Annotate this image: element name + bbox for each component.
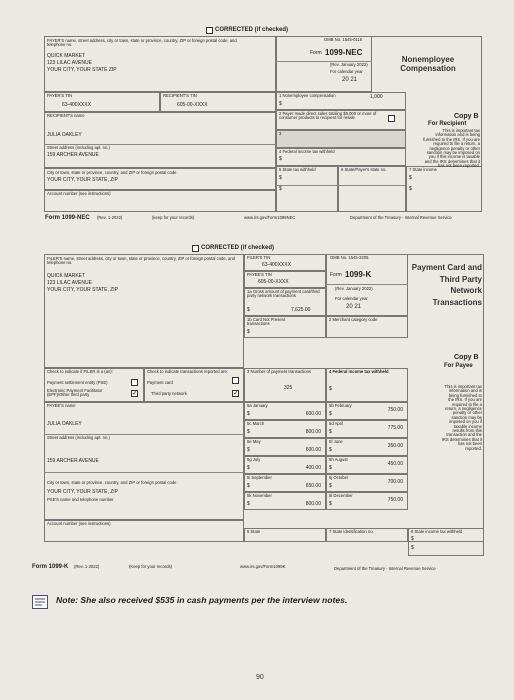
k-month-label: 5c March bbox=[247, 421, 265, 426]
k-pse-checkbox[interactable] bbox=[131, 379, 138, 386]
nec-box3-label: 3 bbox=[279, 131, 282, 136]
k-month-label: 5l December bbox=[329, 493, 353, 498]
k-month-value: 650.00 bbox=[305, 483, 321, 489]
nec-recipient-tin-label: RECIPIENT'S TIN bbox=[163, 93, 197, 98]
k-copy-text bbox=[410, 385, 482, 451]
k-box8-label: 8 State income tax withheld bbox=[411, 529, 463, 534]
k-month-value: 450.00 bbox=[387, 461, 403, 467]
k-form-id-box bbox=[326, 254, 408, 316]
nec-box1-value: 1,000 bbox=[370, 94, 383, 100]
nec-box5 bbox=[276, 166, 338, 212]
nec-copy-title: Copy B bbox=[454, 113, 479, 120]
k-box8-dollar-2: $ bbox=[411, 545, 414, 551]
note-icon bbox=[32, 595, 48, 614]
k-filer-tin: 63-400XXXX bbox=[262, 262, 291, 268]
k-month-label: 5k November bbox=[247, 493, 272, 498]
nec-corrected-label: CORRECTED (if checked) bbox=[215, 27, 289, 33]
k-cal-year-label: For calendar year bbox=[335, 296, 368, 301]
k-form-word: Form bbox=[330, 272, 342, 278]
k-filer-label: FILER'S name, street address, city or town, state or province, country, ZIP or foreign postal code, and telephone no. bbox=[47, 256, 236, 266]
k-rev: (Rev. January 2022) bbox=[335, 286, 373, 291]
k-month-dollar: $ bbox=[329, 447, 332, 453]
k-form-id: 1099-K bbox=[345, 270, 372, 279]
nec-box4-dollar: $ bbox=[279, 156, 282, 162]
k-epf-label: Electronic Payment Facilitator (EPF)/Other third party bbox=[47, 388, 103, 398]
k-month-value: 600.00 bbox=[305, 411, 321, 417]
nec-box7-dollar-1: $ bbox=[409, 175, 412, 181]
k-year: 20 21 bbox=[346, 304, 362, 310]
k-omb: OMB No. 1545-2205 bbox=[330, 255, 369, 260]
k-street: 159 ARCHER AVENUE bbox=[47, 458, 99, 464]
nec-account-label: Account number (see instructions) bbox=[47, 191, 111, 196]
nec-box5-dollar-2: $ bbox=[279, 186, 282, 192]
k-epf-checkbox[interactable] bbox=[131, 390, 138, 397]
nec-box5-label: 5 State tax withheld bbox=[279, 167, 316, 172]
k-account-label: Account number (see instructions) bbox=[47, 521, 111, 526]
k-footer-keep: (Keep for your records) bbox=[129, 564, 173, 569]
k-month-value: 400.00 bbox=[305, 465, 321, 471]
k-third-party-checkbox[interactable] bbox=[232, 390, 239, 397]
k-month-dollar: $ bbox=[247, 429, 250, 435]
k-box3-value: 325 bbox=[284, 385, 293, 391]
nec-copy-sub: For Recipient bbox=[428, 121, 467, 127]
nec-box7 bbox=[406, 163, 482, 212]
k-filer-city: YOUR CITY, YOUR STATE, ZIP bbox=[47, 287, 119, 293]
k-check-filer-label: Check to indicate if FILER is a (an): bbox=[47, 369, 113, 374]
nec-box6-label: 6 State/Payer's state no. bbox=[341, 167, 387, 172]
nec-box3 bbox=[276, 130, 406, 148]
k-month-dollar: $ bbox=[247, 411, 250, 417]
k-box7-label: 7 State identification no. bbox=[329, 529, 374, 534]
nec-footer-rev: (Rev. 1-2022) bbox=[97, 215, 123, 220]
k-payee-name: JULIA OAKLEY bbox=[47, 421, 82, 427]
nec-title: Nonemployee Compensation bbox=[400, 55, 456, 73]
nec-box1-dollar: $ bbox=[279, 101, 282, 107]
nec-rev: (Rev. January 2022) bbox=[330, 62, 368, 67]
nec-footer-url: www.irs.gov/Form1099NEC bbox=[244, 215, 296, 220]
nec-copy-line: furnished to the IRS. If you are bbox=[423, 136, 480, 142]
nec-payer-tin: 63-400XXXX bbox=[62, 102, 91, 108]
k-month-dollar: $ bbox=[247, 447, 250, 453]
page-number: 90 bbox=[256, 674, 264, 681]
nec-copy-line: has not been reported. bbox=[437, 163, 480, 169]
k-month-cell bbox=[326, 420, 408, 438]
k-copy-sub: For Payee bbox=[444, 363, 473, 369]
k-street-label: Street address (including apt. no.) bbox=[47, 435, 110, 440]
k-pse-name-label: PSE'S name and telephone number bbox=[47, 497, 114, 502]
nec-payer-tin-label: PAYER'S TIN bbox=[47, 93, 72, 98]
nec-box2-label: 2 Payer made direct sales totaling $5,000 or more of consumer products to recipient for resale bbox=[279, 111, 377, 121]
note-text: Note: She also received $535 in cash payments per the interview notes. bbox=[56, 595, 348, 605]
k-month-value: 350.00 bbox=[387, 443, 403, 449]
k-box1b-dollar: $ bbox=[247, 329, 250, 335]
k-title: Payment Card and Third Party Network Transactions bbox=[411, 263, 482, 307]
k-month-value: 800.00 bbox=[305, 501, 321, 507]
nec-box6 bbox=[338, 166, 406, 212]
k-copy-line: reported. bbox=[465, 445, 482, 451]
nec-city-label: City or town, state or province, country, and ZIP or foreign postal code bbox=[47, 170, 177, 175]
k-box4-label: 4 Federal income tax withheld bbox=[329, 369, 389, 374]
k-month-cell bbox=[326, 438, 408, 456]
k-payee-tin: 605-00-XXXX bbox=[258, 279, 289, 285]
nec-box2-checkbox[interactable] bbox=[388, 115, 395, 122]
nec-copy-line: negligence penalty or other bbox=[429, 145, 480, 151]
nec-recipient-name-label: RECIPIENT'S name bbox=[47, 113, 85, 118]
k-payment-card-checkbox[interactable] bbox=[232, 377, 239, 384]
k-copy-line: results from this bbox=[452, 428, 482, 434]
k-box1a-label: 1a Gross amount of payment card/third party network transactions bbox=[247, 289, 320, 299]
k-month-dollar: $ bbox=[329, 501, 332, 507]
k-copy-line: This is important tax bbox=[444, 384, 482, 389]
k-corrected-label: CORRECTED (if checked) bbox=[201, 245, 275, 251]
k-month-label: 5j October bbox=[329, 475, 349, 480]
k-month-cell bbox=[244, 456, 326, 474]
k-box1a-dollar: $ bbox=[247, 307, 250, 313]
k-months-grid bbox=[244, 402, 408, 510]
nec-footer-dept: Department of the Treasury - Internal Revenue Service bbox=[350, 215, 452, 220]
k-check-tx-label: Check to indicate transactions reported are: bbox=[147, 369, 229, 374]
nec-street: 159 ARCHER AVENUE bbox=[47, 152, 99, 158]
k-month-cell bbox=[244, 474, 326, 492]
k-month-value: 700.00 bbox=[387, 479, 403, 485]
k-month-label: 5d April bbox=[329, 421, 343, 426]
nec-footer-keep: (keep for your records) bbox=[152, 215, 195, 220]
nec-recipient-name: JULIA OAKLEY bbox=[47, 132, 82, 138]
nec-footer-form: Form 1099-NEC bbox=[45, 215, 90, 221]
k-city: YOUR CITY, YOUR STATE, ZIP bbox=[47, 489, 119, 495]
k-month-dollar: $ bbox=[329, 465, 332, 471]
k-third-party-label: Third party network bbox=[151, 391, 187, 396]
note-block bbox=[32, 595, 472, 615]
k-copy-line: return, a negligence bbox=[444, 406, 482, 412]
nec-payer-city: YOUR CITY, YOUR STATE ZIP bbox=[47, 67, 117, 73]
k-month-label: 5f June bbox=[329, 439, 343, 444]
k-copy-line: imposed on you if bbox=[449, 419, 482, 425]
k-month-dollar: $ bbox=[247, 465, 250, 471]
k-month-value: 775.00 bbox=[387, 425, 403, 431]
k-box3-label: 3 Number of payment transactions bbox=[247, 369, 312, 374]
nec-payer-label: PAYER'S name, street address, city or town, state or province, country, ZIP or foreign postal code, and telephone no. bbox=[47, 38, 237, 48]
k-payee-name-label: PAYEE'S name bbox=[47, 403, 76, 408]
k-copy-line: has not been bbox=[457, 441, 482, 447]
k-box6-label: 6 State bbox=[247, 529, 261, 534]
k-box1a-value: 7,625.00 bbox=[291, 307, 311, 313]
k-pse-label: Payment settlement entity (PSE) bbox=[47, 380, 108, 385]
k-copy-line: penalty or other bbox=[452, 410, 482, 416]
nec-copy-line: This is important tax bbox=[442, 128, 480, 133]
nec-form-word: Form bbox=[310, 50, 322, 56]
k-filer-street: 123 LILAC AVENUE bbox=[47, 280, 92, 286]
k-corrected-checkbox[interactable] bbox=[192, 245, 199, 252]
nec-city: YOUR CITY, YOUR STATE, ZIP bbox=[47, 177, 119, 183]
nec-recipient-tin: 605-00-XXXX bbox=[177, 102, 208, 108]
k-footer-dept: Department of the Treasury - Internal Revenue Service bbox=[334, 566, 436, 571]
k-month-cell bbox=[244, 420, 326, 438]
k-month-label: 5i September bbox=[247, 475, 272, 480]
nec-street-label: Street address (including apt. no.) bbox=[47, 145, 110, 150]
k-box2-label: 2 Merchant category code bbox=[329, 317, 378, 322]
nec-form-id: 1099-NEC bbox=[325, 48, 363, 57]
nec-recipient-name-box bbox=[44, 112, 276, 168]
nec-copy-line: you if this income is taxable bbox=[428, 154, 480, 160]
k-copy-line: the IRS. If you are bbox=[448, 397, 482, 403]
nec-payer-name: QUICK MARKET bbox=[47, 53, 86, 59]
k-month-cell bbox=[326, 402, 408, 420]
nec-payer-street: 123 LILAC AVENUE bbox=[47, 60, 92, 66]
k-month-value: 800.00 bbox=[305, 429, 321, 435]
nec-box4-label: 4 Federal income tax withheld bbox=[279, 149, 335, 154]
k-month-dollar: $ bbox=[329, 411, 332, 417]
k-city-label: City or town, state or province, country, and ZIP or foreign postal code bbox=[47, 480, 177, 485]
k-copy-line: sanction may be bbox=[451, 414, 482, 420]
nec-corrected-checkbox[interactable] bbox=[206, 27, 213, 34]
k-copy-line: taxable income bbox=[453, 423, 482, 429]
nec-copy-line: sanction may be imposed on bbox=[426, 150, 480, 156]
k-box1b-label: 1b Card Not Present transactions bbox=[247, 317, 286, 327]
form-1099-nec bbox=[44, 26, 482, 222]
k-filer-tin-label: FILER'S TIN bbox=[247, 255, 271, 260]
nec-copy-line: and the IRS determines that it bbox=[424, 158, 480, 164]
k-month-cell bbox=[326, 492, 408, 510]
k-filer-box bbox=[44, 254, 244, 368]
nec-box1-label: 1 Nonemployee compensation bbox=[279, 93, 336, 98]
k-month-label: 5b February bbox=[329, 403, 352, 408]
k-footer-rev: (Rev. 1-2022) bbox=[74, 564, 100, 569]
k-filer-name: QUICK MARKET bbox=[47, 273, 86, 279]
k-footer-form: Form 1099-K bbox=[32, 564, 69, 570]
form-1099-k bbox=[32, 244, 484, 574]
k-month-dollar: $ bbox=[329, 483, 332, 489]
k-month-cell bbox=[326, 474, 408, 492]
nec-copy-text bbox=[410, 129, 480, 169]
k-month-dollar: $ bbox=[329, 429, 332, 435]
k-payee-tin-label: PAYEE'S TIN bbox=[247, 272, 272, 277]
k-month-value: 750.00 bbox=[387, 497, 403, 503]
nec-year: 20 21 bbox=[342, 77, 358, 83]
k-month-label: 5e May bbox=[247, 439, 261, 444]
k-box4-dollar: $ bbox=[329, 386, 332, 392]
k-month-dollar: $ bbox=[247, 483, 250, 489]
k-box8-dollar-1: $ bbox=[411, 536, 414, 542]
k-copy-line: information and is bbox=[448, 388, 482, 394]
k-month-label: 5g July bbox=[247, 457, 261, 462]
k-copy-line: transaction and the bbox=[446, 432, 482, 438]
k-payment-card-label: Payment card bbox=[147, 380, 173, 385]
k-copy-line: required to file a bbox=[451, 401, 482, 407]
k-month-cell bbox=[244, 438, 326, 456]
k-month-label: 5h August bbox=[329, 457, 348, 462]
nec-box7-dollar-2: $ bbox=[409, 186, 412, 192]
k-month-value: 600.00 bbox=[305, 447, 321, 453]
nec-copy-line: information and is being bbox=[435, 132, 480, 138]
k-copy-line: IRS determines that it bbox=[441, 436, 482, 442]
k-month-value: 750.00 bbox=[387, 407, 403, 413]
nec-box5-dollar-1: $ bbox=[279, 175, 282, 181]
k-month-cell bbox=[244, 402, 326, 420]
k-month-dollar: $ bbox=[247, 501, 250, 507]
k-month-cell bbox=[326, 456, 408, 474]
nec-cal-year-label: For calendar year bbox=[330, 69, 363, 74]
k-month-label: 5a January bbox=[247, 403, 268, 408]
nec-copy-line: required to file a return, a bbox=[433, 141, 480, 147]
k-copy-title: Copy B bbox=[454, 354, 479, 361]
k-copy-line: being furnished to bbox=[448, 392, 482, 398]
nec-omb: OMB No. 1545-0116 bbox=[324, 37, 363, 42]
k-month-cell bbox=[244, 492, 326, 510]
k-footer-url: www.irs.gov/Form1099K bbox=[240, 564, 286, 569]
nec-box7-label: 7 State income bbox=[409, 167, 437, 172]
